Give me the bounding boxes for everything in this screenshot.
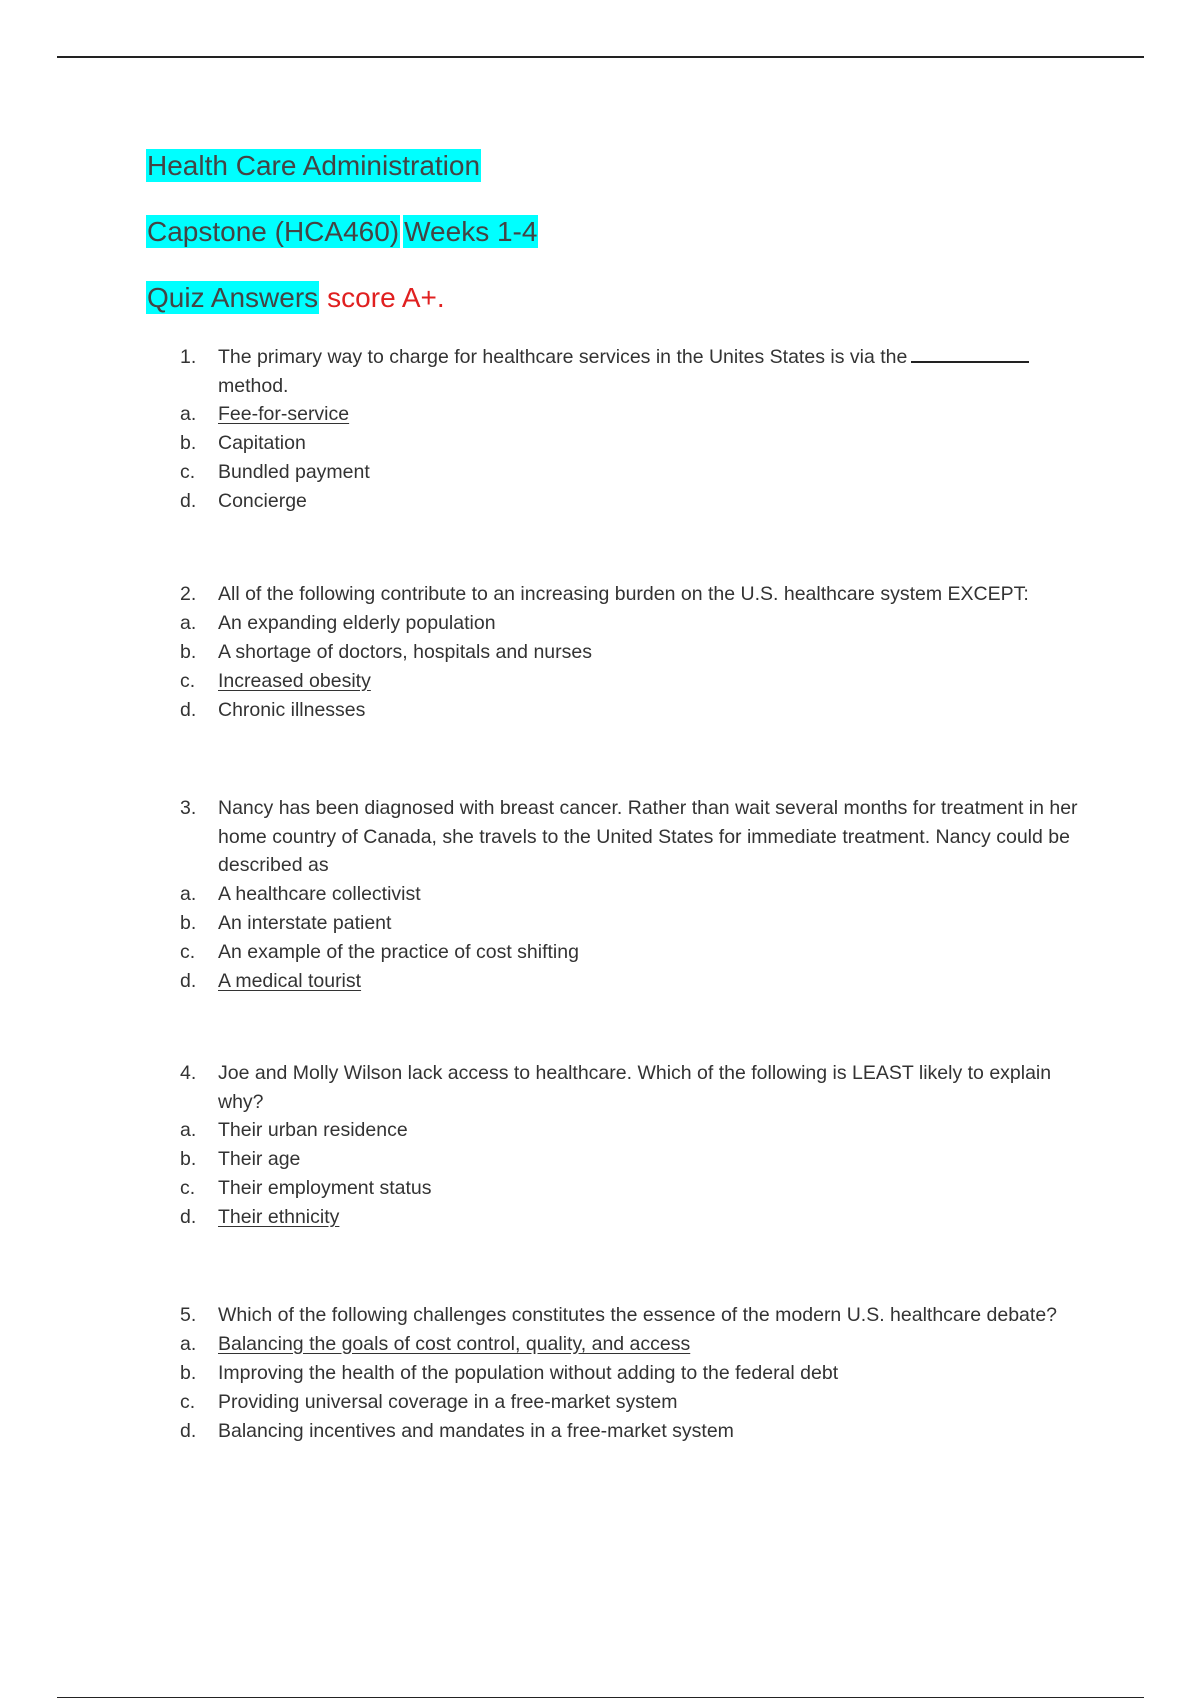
option-letter: d. — [180, 1206, 197, 1228]
option-text: A shortage of doctors, hospitals and nurses — [218, 640, 592, 663]
option-item — [180, 487, 1080, 516]
option-item — [180, 1116, 1080, 1145]
question-5 — [180, 1301, 1080, 1446]
title-weeks: Weeks 1-4 — [404, 216, 538, 247]
option-letter: c. — [180, 1177, 196, 1199]
option-item — [180, 909, 1080, 938]
option-letter: b. — [180, 911, 197, 934]
option-text-correct: Their ethnicity — [218, 1206, 340, 1228]
question-stem — [180, 343, 1080, 400]
bottom-rule — [57, 1697, 1144, 1698]
answer-blank — [911, 343, 1029, 363]
question-number: 5. — [180, 1304, 197, 1326]
document-title — [146, 143, 538, 341]
option-item — [180, 667, 1080, 696]
question-stem — [180, 1059, 1080, 1116]
question-number: 1. — [180, 346, 197, 368]
title-line-2 — [146, 209, 538, 255]
option-item — [180, 1203, 1080, 1232]
option-letter: c. — [180, 461, 196, 483]
option-letter: b. — [180, 640, 197, 663]
option-text: Balancing incentives and mandates in a free-market system — [218, 1419, 734, 1442]
option-text: An expanding elderly population — [218, 611, 496, 634]
question-2 — [180, 580, 1080, 725]
option-letter: b. — [180, 1148, 197, 1170]
option-item — [180, 1330, 1080, 1359]
question-stem — [180, 1301, 1080, 1330]
option-letter: d. — [180, 1419, 197, 1442]
question-text: Nancy has been diagnosed with breast cancer. Rather than wait several months for treatment in her home country of Canada, she travels to the United States for immediate treatment. Nancy could be described as — [218, 797, 1078, 876]
option-text: Capitation — [218, 432, 306, 454]
option-text: Providing universal coverage in a free-market system — [218, 1390, 678, 1413]
option-letter: b. — [180, 1361, 197, 1384]
option-text: A healthcare collectivist — [218, 882, 421, 905]
option-text: An interstate patient — [218, 911, 392, 934]
option-item — [180, 609, 1080, 638]
question-text-after: method. — [218, 374, 289, 397]
question-3 — [180, 794, 1080, 996]
option-item — [180, 967, 1080, 996]
option-letter: a. — [180, 611, 197, 634]
option-text-correct: Increased obesity — [218, 669, 371, 692]
option-item — [180, 1145, 1080, 1174]
option-letter: b. — [180, 432, 197, 454]
option-item — [180, 1359, 1080, 1388]
question-4 — [180, 1059, 1080, 1232]
option-item — [180, 1417, 1080, 1446]
option-letter: a. — [180, 882, 197, 905]
option-item — [180, 429, 1080, 458]
option-letter: a. — [180, 1332, 197, 1355]
question-stem — [180, 580, 1080, 609]
option-item — [180, 880, 1080, 909]
option-letter: c. — [180, 940, 196, 963]
title-line-1 — [146, 143, 538, 189]
question-1 — [180, 343, 1080, 516]
option-letter: d. — [180, 969, 197, 992]
question-number: 3. — [180, 797, 197, 819]
option-letter: c. — [180, 1390, 196, 1413]
title-line-3 — [146, 275, 538, 321]
option-text: Their urban residence — [218, 1119, 408, 1141]
option-letter: c. — [180, 669, 196, 692]
question-stem — [180, 794, 1080, 880]
title-course-name: Health Care Administration — [147, 150, 481, 181]
option-item — [180, 458, 1080, 487]
question-number: 4. — [180, 1062, 197, 1084]
option-text: Improving the health of the population without adding to the federal debt — [218, 1361, 839, 1384]
option-text: Their age — [218, 1148, 301, 1170]
option-text-correct: A medical tourist — [218, 969, 362, 992]
option-item — [180, 1174, 1080, 1203]
option-text: Their employment status — [218, 1177, 432, 1199]
option-letter: a. — [180, 1119, 197, 1141]
option-item — [180, 400, 1080, 429]
title-course-code: Capstone (HCA460) — [147, 216, 400, 247]
title-quiz-answers: Quiz Answers — [147, 282, 319, 313]
option-item — [180, 938, 1080, 967]
option-text: Bundled payment — [218, 461, 370, 483]
option-text: Chronic illnesses — [218, 698, 366, 721]
option-text-correct: Balancing the goals of cost control, quality, and access — [218, 1332, 691, 1355]
title-score: score A+. — [327, 282, 445, 313]
question-number: 2. — [180, 583, 197, 605]
question-text: The primary way to charge for healthcare services in the Unites States is via the — [218, 346, 908, 368]
option-item — [180, 696, 1080, 725]
question-text: All of the following contribute to an increasing burden on the U.S. healthcare system EXCEPT: — [218, 583, 1029, 605]
option-text: Concierge — [218, 490, 307, 512]
option-text: An example of the practice of cost shifting — [218, 940, 579, 963]
question-text: Which of the following challenges constitutes the essence of the modern U.S. healthcare debate? — [218, 1304, 1058, 1326]
option-letter: d. — [180, 490, 197, 512]
top-rule — [57, 56, 1144, 58]
option-item — [180, 1388, 1080, 1417]
question-text: Joe and Molly Wilson lack access to healthcare. Which of the following is LEAST likely to explain why? — [218, 1062, 1052, 1113]
option-letter: d. — [180, 698, 197, 721]
option-letter: a. — [180, 403, 197, 425]
option-text-correct: Fee-for-service — [218, 403, 350, 425]
option-item — [180, 638, 1080, 667]
